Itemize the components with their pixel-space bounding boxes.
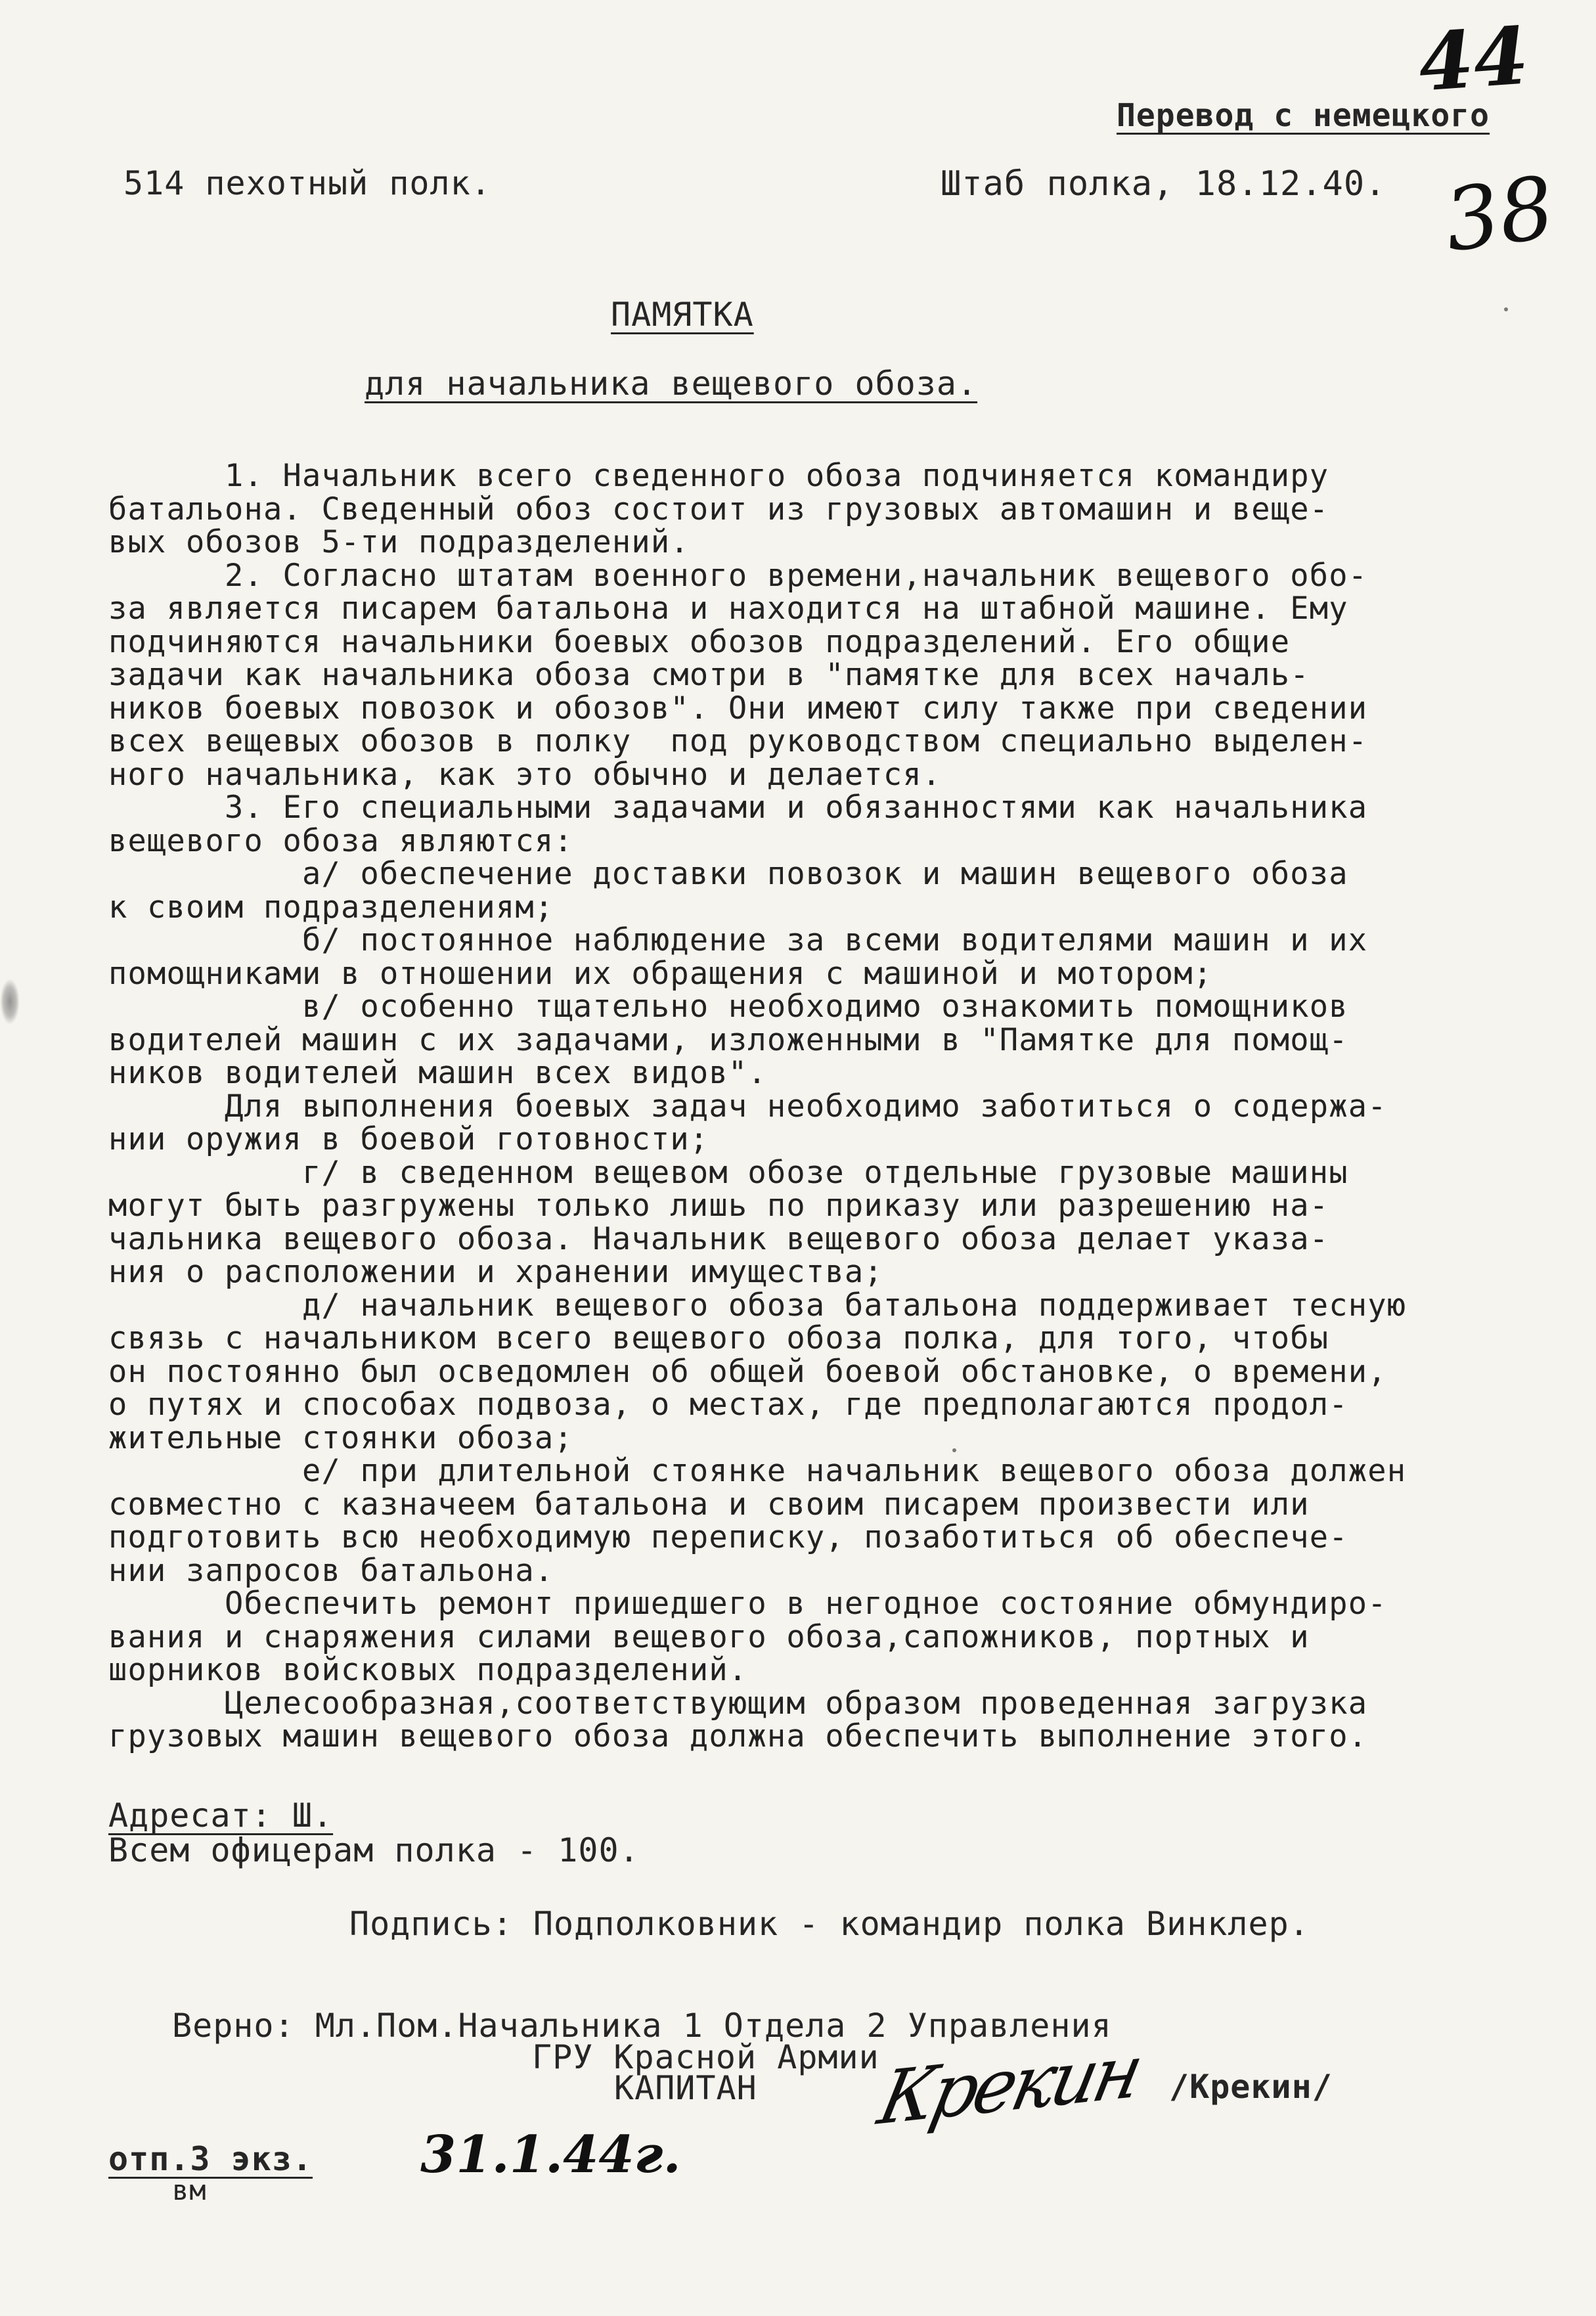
body-line: водителей машин с их задачами, изложенными в "Памятке для помощ- bbox=[108, 1023, 1348, 1057]
place-date: Штаб полка, 18.12.40. bbox=[941, 164, 1386, 204]
typist-initials: вм bbox=[172, 2174, 207, 2206]
body-line: подготовить всю необходимую переписку, позаботиться об обеспече- bbox=[108, 1521, 1348, 1555]
body-line: 1. Начальник всего сведенного обоза подчиняется командиру bbox=[108, 460, 1329, 493]
body-line: связь с начальником всего вещевого обоза полка, для того, чтобы bbox=[108, 1322, 1329, 1356]
certification-line-1: Верно: Мл.Пом.Начальника 1 Отдела 2 Управления bbox=[172, 2007, 1112, 2045]
body-line: за является писарем батальона и находится на штабной машине. Ему bbox=[108, 592, 1348, 626]
handwritten-date: 31.1.44г. bbox=[420, 2125, 681, 2185]
body-line: к своим подразделениям; bbox=[108, 891, 554, 924]
certifier-name: /Крекин/ bbox=[1169, 2068, 1333, 2106]
certification-line-2: ГРУ Красной Армии bbox=[532, 2038, 879, 2076]
body-line: нии запросов батальона. bbox=[108, 1554, 554, 1588]
body-line: жительные стоянки обоза; bbox=[108, 1421, 573, 1455]
scan-speck bbox=[952, 1448, 956, 1452]
body-line: е/ при длительной стоянке начальник вещевого обоза должен bbox=[108, 1455, 1407, 1488]
body-line: шорников войсковых подразделений. bbox=[108, 1654, 748, 1687]
body-text bbox=[108, 460, 1553, 1754]
handwritten-sheet-number-top: 44 bbox=[1415, 9, 1532, 110]
handwritten-signature: Крекин bbox=[872, 2028, 1147, 2142]
body-line: помощниками в отношении их обращения с машиной и мотором; bbox=[108, 957, 1213, 991]
body-line: а/ обеспечение доставки повозок и машин вещевого обоза bbox=[108, 858, 1348, 891]
body-line: б/ постоянное наблюдение за всеми водителями машин и их bbox=[108, 924, 1368, 958]
body-line: в/ особенно тщательно необходимо ознакомить помощников bbox=[108, 991, 1348, 1024]
translation-note: Перевод с немецкого bbox=[1117, 97, 1490, 134]
body-line: подчиняются начальники боевых обозов подразделений. Его общие bbox=[108, 625, 1291, 659]
body-line: могут быть разгружены только лишь по приказу или разрешению на- bbox=[108, 1190, 1329, 1223]
body-line: Для выполнения боевых задач необходимо заботиться о содержа- bbox=[108, 1090, 1387, 1123]
body-line: г/ в сведенном вещевом обозе отдельные грузовые машины bbox=[108, 1156, 1348, 1190]
unit-name: 514 пехотный полк. bbox=[123, 164, 491, 202]
body-line: задачи как начальника обоза смотри в "памятке для всех началь- bbox=[108, 659, 1310, 692]
body-line: Целесообразная,соответствующим образом проведенная загрузка bbox=[108, 1687, 1368, 1720]
body-line: д/ начальник вещевого обоза батальона поддерживает тесную bbox=[108, 1289, 1407, 1322]
copies-note: отп.3 экз. bbox=[108, 2140, 313, 2178]
body-line: 2. Согласно штатам военного времени,начальник вещевого обо- bbox=[108, 559, 1368, 592]
body-line: вания и снаряжения силами вещевого обоза,сапожников, портных и bbox=[108, 1620, 1310, 1654]
body-line: он постоянно был осведомлен об общей боевой обстановке, о времени, bbox=[108, 1355, 1387, 1389]
page-title: ПАМЯТКА bbox=[611, 296, 754, 334]
addressee: Адресат: Ш. bbox=[108, 1796, 334, 1835]
body-line: батальона. Сведенный обоз состоит из грузовых автомашин и веще- bbox=[108, 493, 1329, 526]
scan-artifact bbox=[0, 979, 20, 1025]
body-line: Обеспечить ремонт пришедшего в негодное состояние обмундиро- bbox=[108, 1588, 1387, 1621]
body-line: чальника вещевого обоза. Начальник вещевого обоза делает указа- bbox=[108, 1222, 1329, 1256]
signature-line: Подпись: Подполковник - командир полка Винклер. bbox=[349, 1905, 1310, 1943]
page-subtitle: для начальника вещевого обоза. bbox=[365, 365, 978, 403]
body-line: ния о расположении и хранении имущества; bbox=[108, 1256, 883, 1289]
body-line: ников боевых повозок и обозов". Они имеют силу также при сведении bbox=[108, 692, 1368, 725]
body-line: вых обозов 5-ти подразделений. bbox=[108, 526, 690, 560]
body-line: ников водителей машин всех видов". bbox=[108, 1057, 767, 1090]
scan-speck bbox=[1504, 307, 1508, 311]
body-line: грузовых машин вещевого обоза должна обеспечить выполнение этого. bbox=[108, 1720, 1368, 1754]
body-line: вещевого обоза являются: bbox=[108, 824, 573, 858]
body-line: нии оружия в боевой готовности; bbox=[108, 1123, 709, 1157]
body-line: 3. Его специальными задачами и обязанностями как начальника bbox=[108, 791, 1368, 825]
body-line: о путях и способах подвоза, о местах, где предполагаются продол- bbox=[108, 1389, 1348, 1422]
officers-distribution: Всем офицерам полка - 100. bbox=[108, 1831, 640, 1869]
body-line: ного начальника, как это обычно и делается. bbox=[108, 758, 942, 791]
certification-line-3: КАПИТАН bbox=[614, 2069, 757, 2107]
handwritten-sheet-number-side: 38 bbox=[1438, 157, 1561, 271]
body-line: совместно с казначеем батальона и своим писарем произвести или bbox=[108, 1488, 1310, 1521]
body-line: всех вещевых обозов в полку под руководством специально выделен- bbox=[108, 725, 1368, 759]
